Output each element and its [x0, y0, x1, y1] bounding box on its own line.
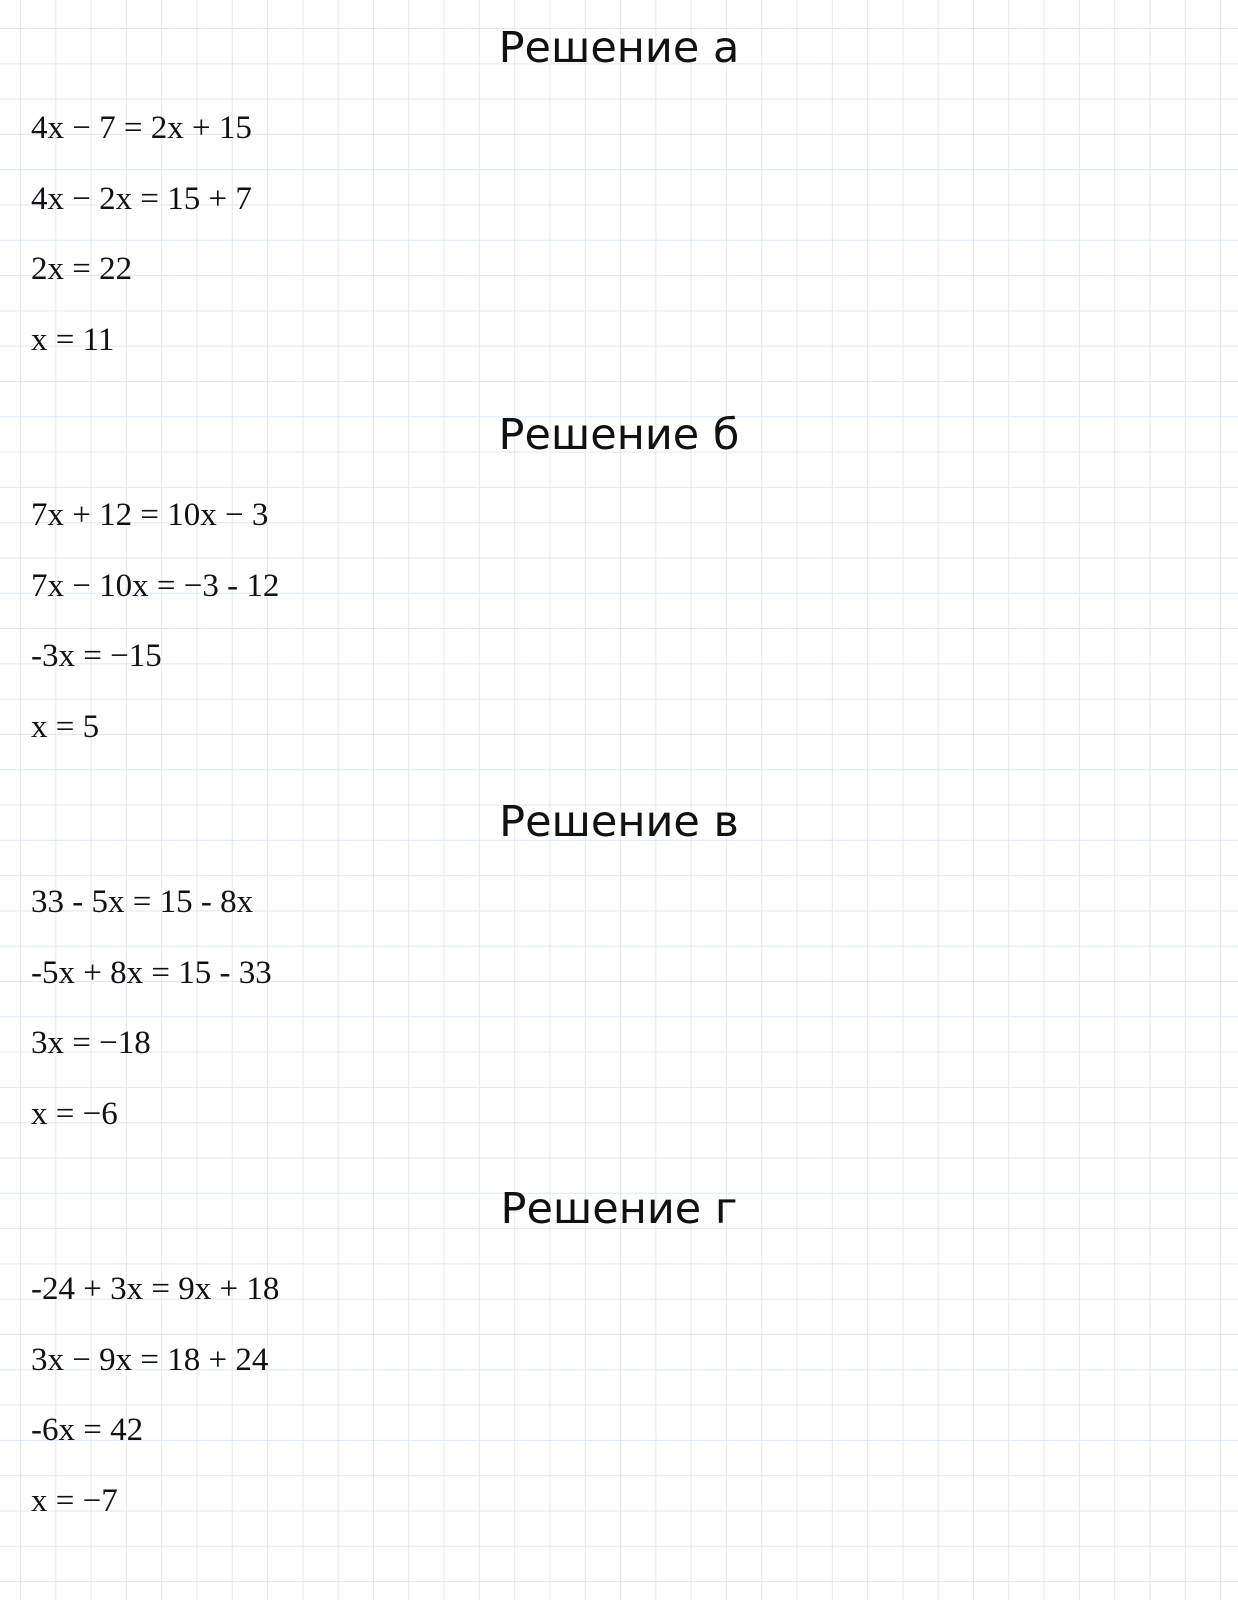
equation-line: x = 11	[31, 322, 115, 358]
equation-line: 7x − 10x = −3 - 12	[31, 568, 280, 604]
equation-line: 33 - 5x = 15 - 8x	[31, 884, 254, 920]
equation-line: 2x = 22	[31, 251, 133, 287]
section-heading-a: Решение а	[498, 23, 740, 73]
equation-line: 3x − 9x = 18 + 24	[31, 1342, 269, 1378]
equation-line: 4x − 2x = 15 + 7	[31, 181, 252, 217]
equation-line: x = −6	[31, 1096, 118, 1132]
section-heading-g: Решение г	[500, 1184, 738, 1234]
equation-line: -3x = −15	[31, 638, 162, 674]
equation-line: -24 + 3x = 9x + 18	[31, 1271, 280, 1307]
equation-line: -5x + 8x = 15 - 33	[31, 955, 272, 991]
section-heading-b: Решение б	[498, 410, 740, 460]
equation-line: 4x − 7 = 2x + 15	[31, 110, 252, 146]
section-heading-v: Решение в	[499, 797, 739, 847]
equation-line: x = 5	[31, 709, 100, 745]
equation-line: 3x = −18	[31, 1025, 151, 1061]
equation-line: x = −7	[31, 1483, 118, 1519]
equation-line: -6x = 42	[31, 1412, 144, 1448]
equation-line: 7x + 12 = 10x − 3	[31, 497, 269, 533]
